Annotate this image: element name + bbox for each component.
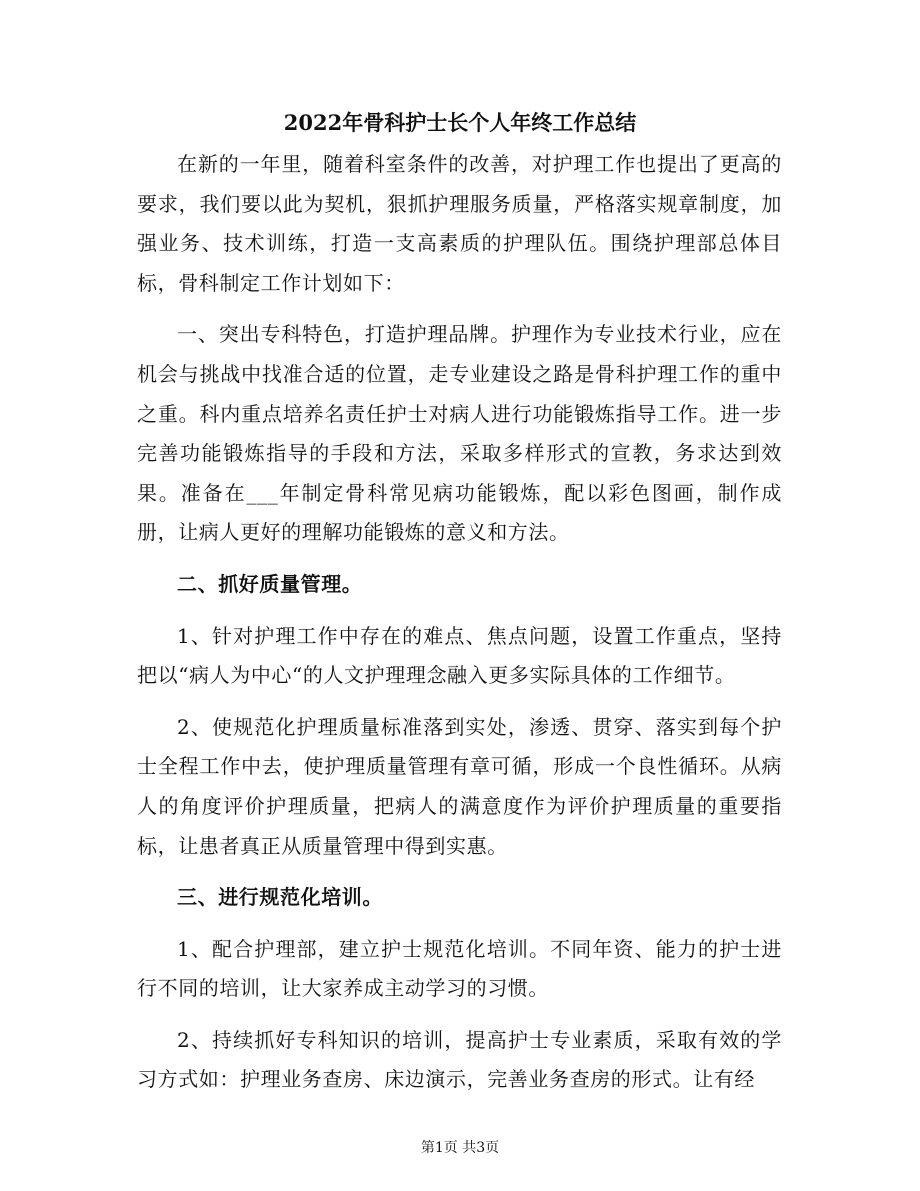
document-body	[137, 145, 782, 1112]
intro-paragraph: 在新的一年里，随着科室条件的改善，对护理工作也提出了更高的要求，我们要以此为契机，狠抓护理服务质量，严格落实规章制度，加强业务、技术训练，打造一支高素质的护理队伍。围绕护理部总体目标，骨科制定工作计划如下：	[137, 152, 782, 295]
section-two-item-2: 2、使规范化护理质量标准落到实处，渗透、贯穿、落实到每个护士全程工作中去，使护理质量管理有章可循，形成一个良性循环。从病人的角度评价护理质量，把病人的满意度作为评价护理质量的重要指标，让患者真正从质量管理中得到实惠。	[137, 714, 782, 858]
section-one-paragraph: 一、突出专科特色，打造护理品牌。护理作为专业技术行业，应在机会与挑战中找准合适的位置，走专业建设之路是骨科护理工作的重中之重。科内重点培养名责任护士对病人进行功能锻炼指导工作。进一步完善功能锻炼指导的手段和方法，采取多样形式的宣教，务求达到效果。准备在___年制定骨科常见病功能锻炼，配以彩色图画，制作成册，让病人更好的理解功能锻炼的意义和方法。	[137, 322, 782, 545]
page-number-footer: 第1页 共3页	[420, 1140, 500, 1156]
section-three-item-1: 1、配合护理部，建立护士规范化培训。不同年资、能力的护士进行不同的培训，让大家养成主动学习的习惯。	[137, 936, 782, 1001]
document-title: 2022年骨科护士长个人年终工作总结	[283, 110, 637, 135]
section-two-heading: 二、抓好质量管理。	[177, 571, 363, 596]
section-two-item-1: 1、针对护理工作中存在的难点、焦点问题，设置工作重点，坚持把以“病人为中心“的人文护理理念融入更多实际具体的工作细节。	[137, 623, 782, 688]
section-three-heading: 三、进行规范化培训。	[177, 885, 383, 910]
section-three-item-2: 2、持续抓好专科知识的培训，提高护士专业素质，采取有效的学习方式如：护理业务查房、床边演示，完善业务查房的形式。让有经	[137, 1027, 782, 1092]
